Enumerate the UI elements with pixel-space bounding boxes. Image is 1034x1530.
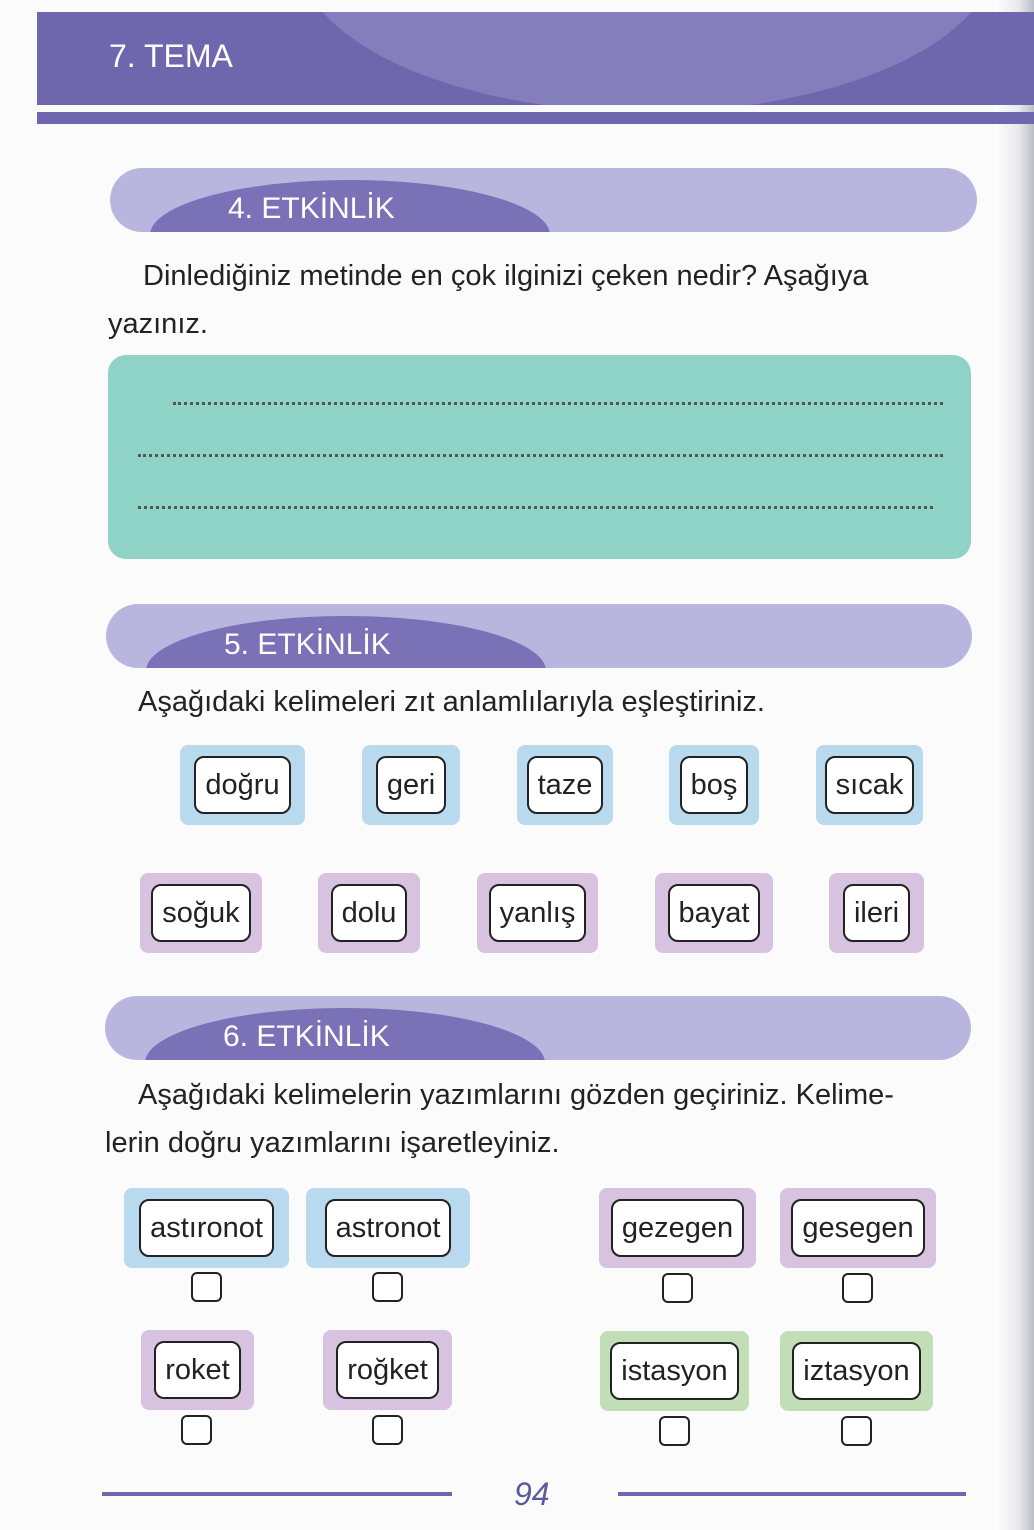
word-card[interactable] (318, 873, 420, 953)
word-label: astronot (325, 1199, 452, 1257)
word-label: gezegen (611, 1199, 744, 1257)
checkbox-astronot[interactable] (372, 1272, 403, 1302)
word-card[interactable] (829, 873, 924, 953)
checkbox-roket[interactable] (181, 1415, 212, 1445)
activity5-instruction-block (138, 678, 978, 726)
spelling-card (323, 1330, 452, 1410)
checkbox-rogket[interactable] (372, 1415, 403, 1445)
word-card[interactable] (477, 873, 598, 953)
word-label: gesegen (791, 1199, 924, 1257)
word-label: roğket (336, 1341, 439, 1399)
checkbox-astironot[interactable] (191, 1272, 222, 1302)
word-card[interactable] (140, 873, 262, 953)
header-rule (37, 112, 1034, 124)
spelling-card (600, 1331, 749, 1411)
writing-line[interactable] (173, 402, 943, 405)
writing-line[interactable] (138, 506, 933, 509)
activity4-instruction-1: Dinlediğiniz metinde en çok ilginizi çeken nedir? Aşağıya (143, 260, 869, 292)
activity4-banner (110, 168, 977, 232)
word-label: geri (376, 756, 446, 814)
word-label: bayat (668, 884, 761, 942)
word-card[interactable] (362, 745, 460, 825)
theme-header (37, 12, 1034, 105)
footer-rule-left (102, 1492, 452, 1496)
writing-line[interactable] (138, 454, 943, 457)
activity5-instruction: Aşağıdaki kelimeleri zıt anlamlılarıyla eşleştiriniz. (138, 686, 765, 718)
activity5-banner (106, 604, 972, 668)
theme-title: 7. TEMA (109, 38, 233, 74)
activity4-instruction-2: yazınız. (108, 308, 208, 340)
header-swoosh (297, 12, 997, 105)
checkbox-iztasyon[interactable] (841, 1416, 872, 1446)
book-spine-shadow (994, 0, 1034, 1530)
word-label: taze (527, 756, 604, 814)
word-label: roket (154, 1341, 240, 1399)
checkbox-gesegen[interactable] (842, 1273, 873, 1303)
activity6-instruction (105, 1071, 985, 1167)
spelling-card (780, 1188, 936, 1268)
word-label: doğru (194, 756, 290, 814)
answer-writing-box[interactable] (108, 355, 971, 559)
word-label: istasyon (610, 1342, 738, 1400)
word-label: dolu (331, 884, 408, 942)
spelling-card (780, 1331, 933, 1411)
footer-rule-right (618, 1492, 966, 1496)
checkbox-istasyon[interactable] (659, 1416, 690, 1446)
word-label: astıronot (139, 1199, 274, 1257)
word-card[interactable] (180, 745, 305, 825)
word-card[interactable] (669, 745, 759, 825)
spelling-card (306, 1188, 470, 1268)
activity6-instruction-1: Aşağıdaki kelimelerin yazımlarını gözden geçiriniz. Kelime- (138, 1079, 894, 1111)
word-label: sıcak (825, 756, 915, 814)
word-label: boş (680, 756, 749, 814)
word-label: ileri (843, 884, 910, 942)
activity6-banner (105, 996, 971, 1060)
spelling-card (599, 1188, 756, 1268)
word-label: soğuk (151, 884, 250, 942)
activity4-instruction (108, 252, 978, 348)
page-number: 94 (514, 1476, 550, 1512)
activity6-instruction-2: lerin doğru yazımlarını işaretleyiniz. (105, 1127, 560, 1159)
spelling-card (141, 1330, 254, 1410)
word-card[interactable] (816, 745, 923, 825)
word-label: iztasyon (792, 1342, 920, 1400)
checkbox-gezegen[interactable] (662, 1273, 693, 1303)
activity6-title: 6. ETKİNLİK (223, 1020, 390, 1053)
activity4-title: 4. ETKİNLİK (228, 192, 395, 225)
activity5-title: 5. ETKİNLİK (224, 628, 391, 661)
word-card[interactable] (517, 745, 613, 825)
spelling-card (124, 1188, 289, 1268)
word-label: yanlış (489, 884, 587, 942)
word-card[interactable] (655, 873, 773, 953)
